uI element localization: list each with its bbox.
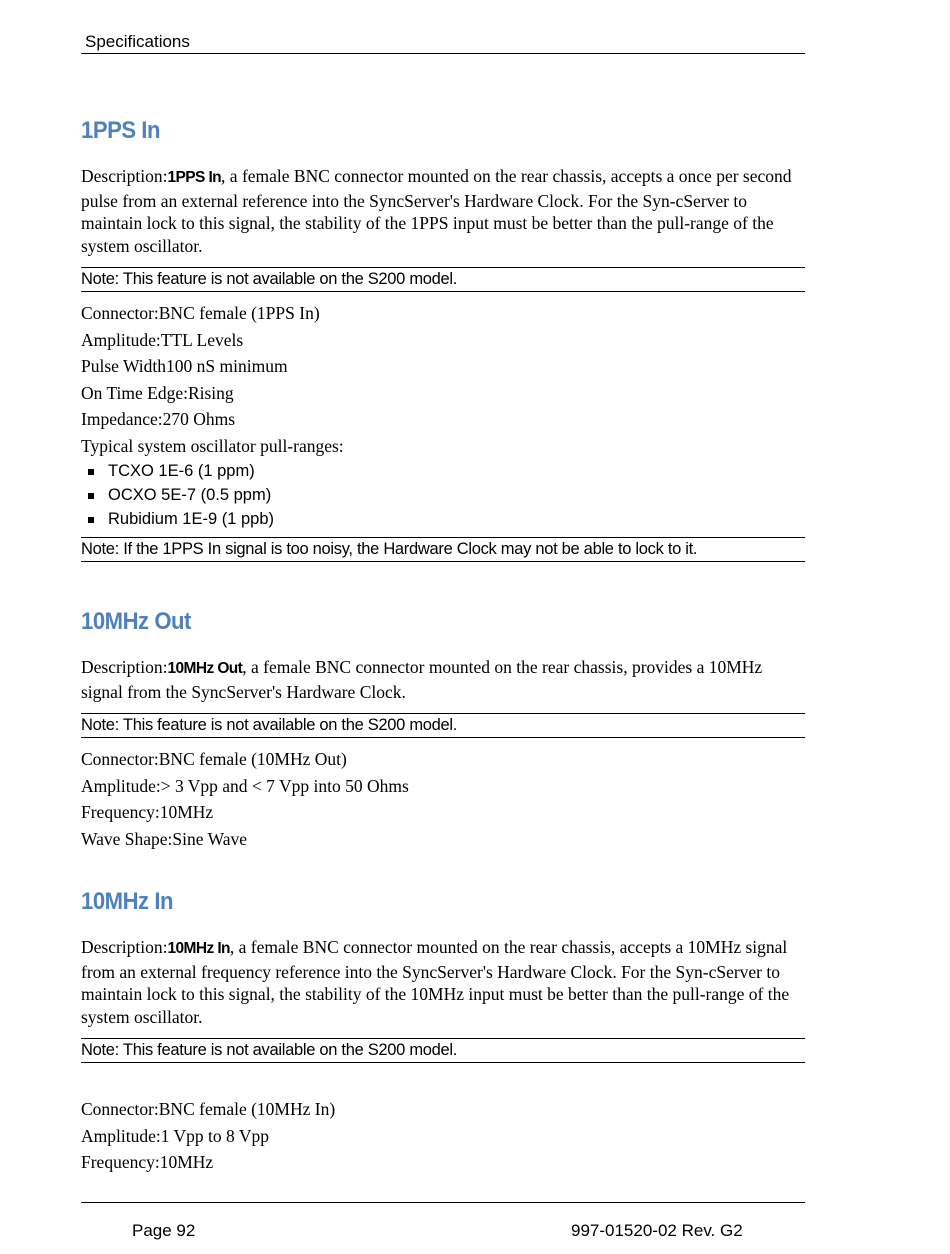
section-10mhz-in [81,885,805,1176]
description-text: , a female BNC connector mounted on the rear chassis, accepts a 10MHz signal from an external frequency reference into the SyncServer's Hardware Clock. For the Syn-cServer to maintain lock to this signal, the stability of the 10MHz input must be better than the pull-range of the system oscillator. [81,937,790,1027]
spec-line: Frequency:10MHz [81,1152,214,1172]
section-heading: 10MHz Out [81,608,191,635]
document-id: 997-01520-02 Rev. G2 [571,1221,743,1240]
section-1pps-in [81,114,805,562]
description-label: Description: [81,166,168,186]
list-item [81,483,805,507]
spec-line: Connector:BNC female (1PPS In) [81,303,320,323]
list-item-text: OCXO 5E-7 (0.5 ppm) [108,486,272,504]
spec-list [81,1096,805,1176]
page-number: Page 92 [132,1221,196,1240]
header-rule [81,53,805,54]
description-term: 10MHz In [167,940,230,957]
spec-line: Amplitude:> 3 Vpp and < 7 Vpp into 50 Ohms [81,775,409,796]
list-item [81,507,805,531]
spec-line: Impedance:270 Ohms [81,409,236,429]
list-item-text: TCXO 1E-6 (1 ppm) [108,462,255,480]
spec-line: Amplitude:TTL Levels [81,329,244,350]
description-label: Description: [81,657,168,677]
footer-rule [81,1202,805,1203]
bullet-icon [88,493,94,499]
section-10mhz-out [81,605,805,852]
spec-line: Frequency:10MHz [81,802,214,822]
spec-line: Wave Shape:Sine Wave [81,828,247,849]
bullet-icon [88,469,94,475]
spec-line: On Time Edge:Rising [81,382,234,403]
spec-line: Typical system oscillator pull-ranges: [81,435,344,456]
page-content [81,114,805,1176]
note: Note: This feature is not available on the S200 model. [81,267,805,292]
bullet-list [81,459,805,531]
bullet-icon [88,517,94,523]
note: Note: This feature is not available on the S200 model. [81,713,805,738]
description-term: 10MHz Out [167,660,243,677]
spec-line: Pulse Width100 nS minimum [81,356,288,376]
section-heading: 1PPS In [81,117,161,144]
spec-list [81,746,805,852]
spec-list [81,300,805,459]
running-header: Specifications [85,32,190,51]
note: Note: This feature is not available on the S200 model. [81,1038,805,1063]
description-term: 1PPS In [167,169,222,186]
spec-line: Connector:BNC female (10MHz In) [81,1099,336,1119]
note: Note: If the 1PPS In signal is too noisy, the Hardware Clock may not be able to lock to it. [81,537,805,562]
list-item [81,459,805,483]
list-item-text: Rubidium 1E-9 (1 ppb) [108,510,274,528]
description-label: Description: [81,937,168,957]
section-description [81,656,805,703]
description-text: , a female BNC connector mounted on the rear chassis, accepts a once per second pulse from an external reference into the SyncServer's Hardware Clock. For the Syn-cServer to maintain lock to this signal, the stability of the 1PPS input must be better than the pull-range of the system oscillator. [81,166,792,256]
description-text: , a female BNC connector mounted on the rear chassis, provides a 10MHz signal from the SyncServer's Hardware Clock. [81,657,763,702]
section-description [81,936,805,1028]
spec-line: Amplitude:1 Vpp to 8 Vpp [81,1125,269,1146]
section-heading: 10MHz In [81,888,174,915]
section-description [81,165,805,257]
spec-line: Connector:BNC female (10MHz Out) [81,749,347,769]
